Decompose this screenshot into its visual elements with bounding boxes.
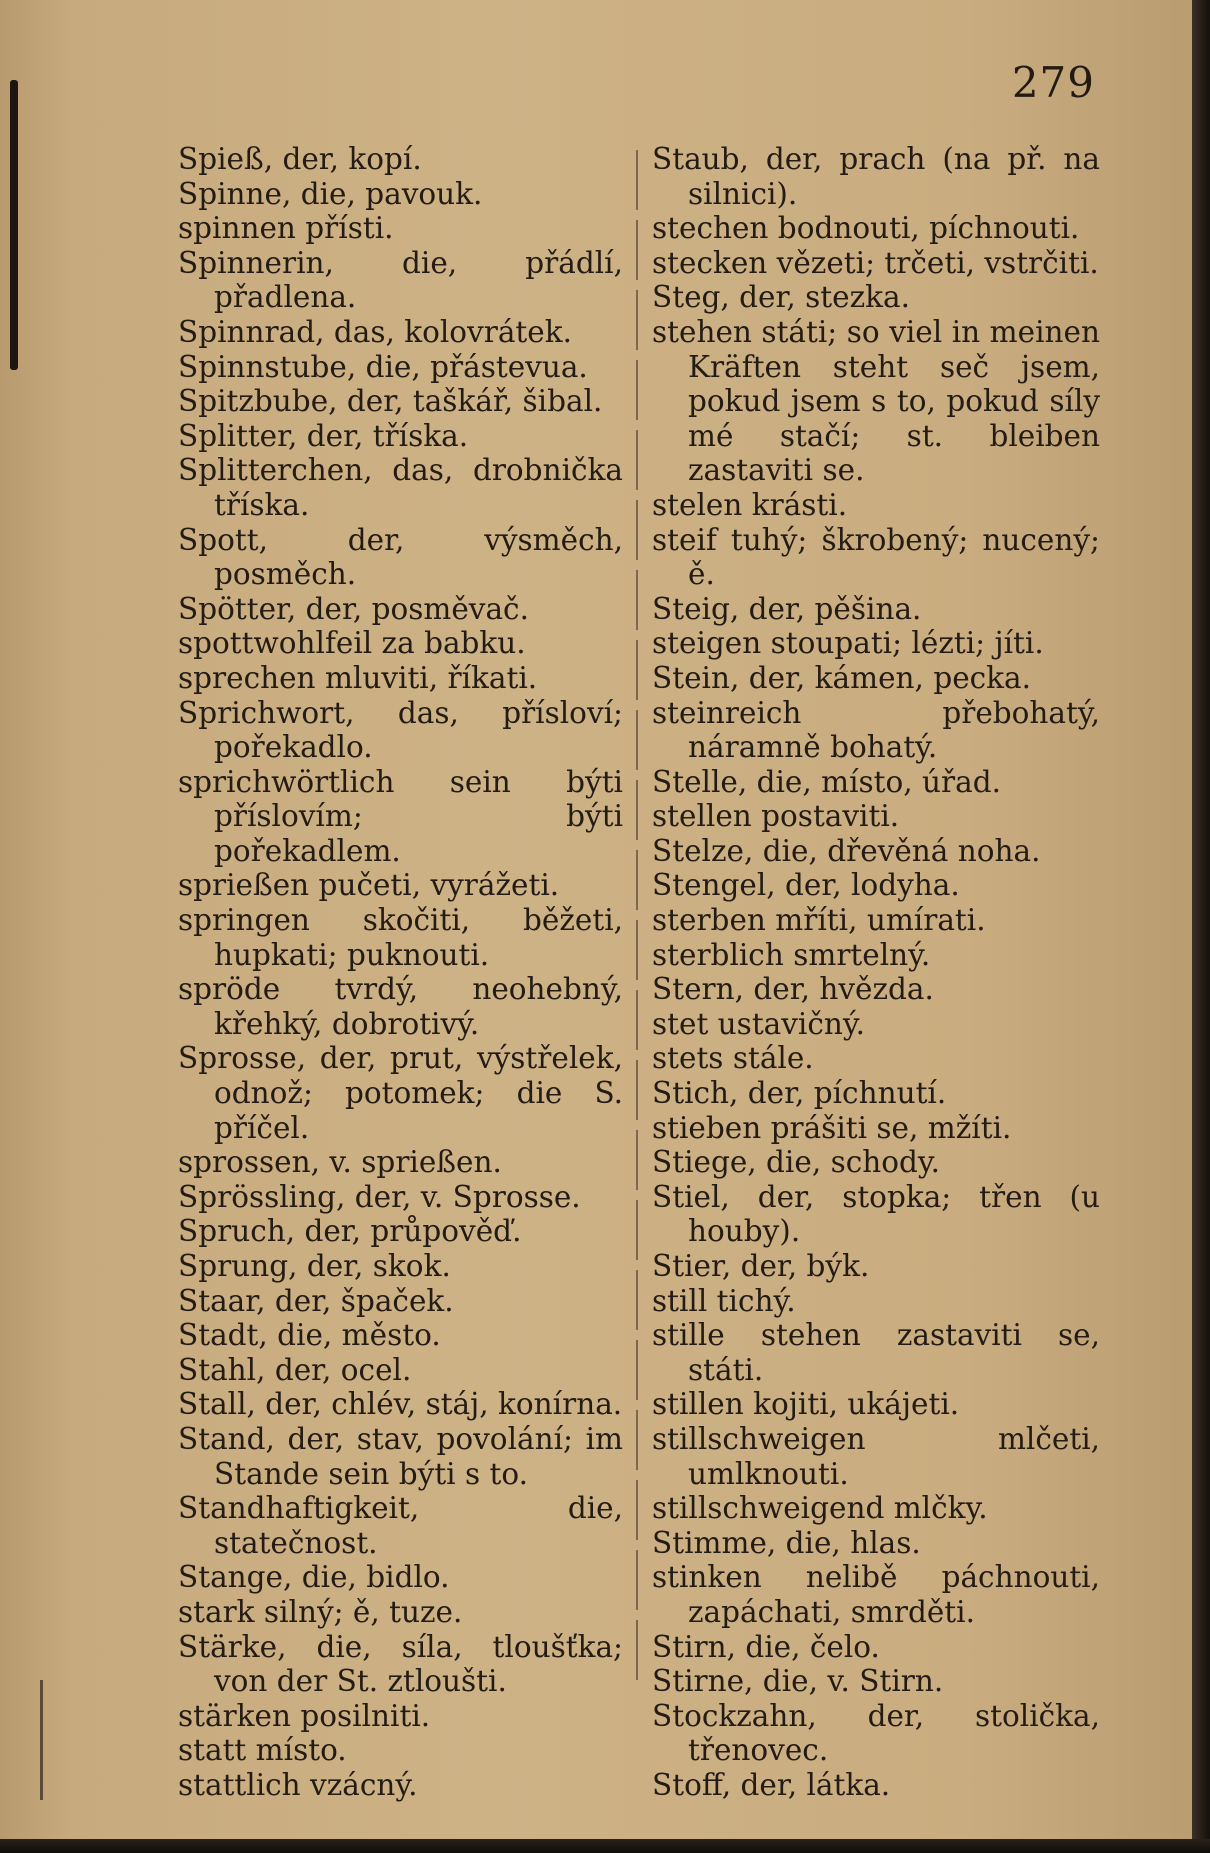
dictionary-entry: Sprung, der, skok.: [178, 1249, 451, 1283]
dictionary-entry: sterblich smrtelný.: [652, 937, 931, 972]
dictionary-entry: Spinne, die, pavouk.: [178, 176, 483, 211]
dictionary-entry: sprossen, v. sprießen.: [178, 1145, 502, 1180]
dictionary-entry: stärken posilniti.: [178, 1698, 431, 1733]
dictionary-entry: Splitterchen, das, drobnička tříska.: [178, 453, 623, 522]
dictionary-entry: Stadt, die, město.: [178, 1318, 441, 1353]
dictionary-entry: Standhaftigkeit, die, statečnost.: [178, 1491, 623, 1560]
page-number: 279: [1011, 58, 1095, 107]
dictionary-entry: Splitter, der, tříska.: [178, 418, 469, 453]
dictionary-entry: Spruch, der, průpověď.: [178, 1214, 522, 1249]
dictionary-entry: Stiege, die, schody.: [652, 1145, 941, 1180]
dictionary-entry: steif tuhý; škrobený; nucený; ě.: [652, 522, 1100, 592]
dictionary-entry: Stärke, die, síla, tloušťka; von der St. ztloušti.: [178, 1629, 623, 1699]
dictionary-entry: stecken vězeti; trčeti, vstrčiti.: [652, 245, 1099, 280]
dictionary-entry: spottwohlfeil za babku.: [178, 626, 526, 661]
dictionary-entry: Spinnerin, die, přádlí, přadlena.: [178, 245, 623, 315]
dictionary-entry: Spitzbube, der, taškář, šibal.: [178, 384, 603, 419]
dictionary-entry: stillschweigend mlčky.: [652, 1491, 988, 1526]
binding-mark: [10, 80, 18, 370]
dictionary-entry: Steg, der, stezka.: [652, 280, 910, 315]
dictionary-entry: Stall, der, chlév, stáj, konírna.: [178, 1387, 623, 1422]
dictionary-entry: stellen postaviti.: [652, 799, 900, 834]
dictionary-entry: Stiel, der, stopka; třen (u houby).: [652, 1179, 1100, 1249]
dictionary-entry: Stirne, die, v. Stirn.: [652, 1664, 944, 1699]
dictionary-entry: stinken nelibě páchnouti, zapáchati, smrděti.: [652, 1560, 1100, 1629]
dictionary-entry: Sprosse, der, prut, výstřelek, odnož; potomek; die S. příčel.: [178, 1041, 623, 1145]
dictionary-entry: Stelle, die, místo, úřad.: [652, 764, 1002, 799]
dictionary-entry: Spinnstube, die, přástevua.: [178, 349, 588, 384]
dictionary-entry: Spieß, der, kopí.: [178, 142, 422, 176]
dictionary-entry: spinnen přísti.: [178, 211, 394, 246]
dictionary-entry: steigen stoupati; lézti; jíti.: [652, 626, 1044, 661]
dictionary-entry: Stengel, der, lodyha.: [652, 868, 960, 903]
dictionary-entry: Sprichwort, das, přísloví; pořekadlo.: [178, 695, 623, 765]
dictionary-entry: stillschweigen mlčeti, umlknouti.: [652, 1421, 1100, 1491]
column-divider: [636, 150, 638, 1680]
dictionary-entry: spröde tvrdý, neohebný, křehký, dobrotivý.: [178, 972, 623, 1041]
dictionary-entry: Stahl, der, ocel.: [178, 1352, 412, 1387]
dictionary-entry: sprießen pučeti, vyrážeti.: [178, 868, 560, 903]
left-column: [178, 142, 623, 1803]
dictionary-entry: sprechen mluviti, říkati.: [178, 660, 538, 695]
dictionary-entry: stattlich vzácný.: [178, 1767, 418, 1802]
right-column: [652, 142, 1100, 1803]
dictionary-entry: Stimme, die, hlas.: [652, 1525, 921, 1560]
dictionary-entry: stelen krásti.: [652, 487, 848, 522]
dictionary-entry: stet ustavičný.: [652, 1006, 866, 1041]
dictionary-entry: Stoff, der, látka.: [652, 1767, 891, 1802]
dictionary-entry: stieben prášiti se, mžíti.: [652, 1110, 1012, 1145]
dictionary-entry: stets stále.: [652, 1041, 814, 1076]
dictionary-entry: sprichwörtlich sein býti příslovím; býti pořekadlem.: [178, 764, 623, 868]
dictionary-entry: Stein, der, kámen, pecka.: [652, 660, 1032, 695]
dictionary-entry: Stockzahn, der, stolička, třenovec.: [652, 1698, 1100, 1768]
dictionary-entry: Stirn, die, čelo.: [652, 1629, 880, 1664]
dictionary-entry: Stich, der, píchnutí.: [652, 1076, 947, 1111]
dictionary-entry: Stier, der, býk.: [652, 1249, 870, 1283]
dictionary-entry: Stand, der, stav, povolání; im Stande sein býti s to.: [178, 1421, 623, 1491]
dictionary-entry: Staar, der, špaček.: [178, 1283, 454, 1318]
binding-mark-lower: [40, 1680, 43, 1800]
dictionary-entry: stark silný; ě, tuze.: [178, 1594, 463, 1629]
dictionary-entry: Stelze, die, dřevěná noha.: [652, 833, 1041, 868]
dictionary-entry: Staub, der, prach (na př. na silnici).: [652, 142, 1100, 211]
dictionary-entry: stehen státi; so viel in meinen Kräften steht seč jsem, pokud jsem s to, pokud síly mé stačí; st. bleiben zastaviti se.: [652, 314, 1100, 488]
dictionary-entry: stechen bodnouti, píchnouti.: [652, 211, 1080, 246]
page-edge-right: [1192, 0, 1210, 1853]
dictionary-entry: Spinnrad, das, kolovrátek.: [178, 314, 572, 349]
dictionary-entry: Stange, die, bidlo.: [178, 1560, 450, 1595]
dictionary-entry: Stern, der, hvězda.: [652, 972, 934, 1007]
dictionary-entry: Spötter, der, posměvač.: [178, 591, 529, 626]
dictionary-entry: springen skočiti, běžeti, hupkati; puknouti.: [178, 903, 623, 972]
dictionary-entry: Spott, der, výsměch, posměch.: [178, 522, 623, 592]
dictionary-entry: stille stehen zastaviti se, státi.: [652, 1318, 1100, 1387]
dictionary-entry: Sprössling, der, v. Sprosse.: [178, 1179, 581, 1214]
dictionary-entry: still tichý.: [652, 1283, 796, 1318]
dictionary-entry: stillen kojiti, ukájeti.: [652, 1387, 960, 1422]
dictionary-entry: statt místo.: [178, 1733, 347, 1768]
page-edge-bottom: [0, 1839, 1210, 1853]
dictionary-entry: sterben mříti, umírati.: [652, 903, 986, 938]
dictionary-entry: steinreich přebohatý, náramně bohatý.: [652, 695, 1100, 765]
dictionary-entry: Steig, der, pěšina.: [652, 591, 922, 626]
